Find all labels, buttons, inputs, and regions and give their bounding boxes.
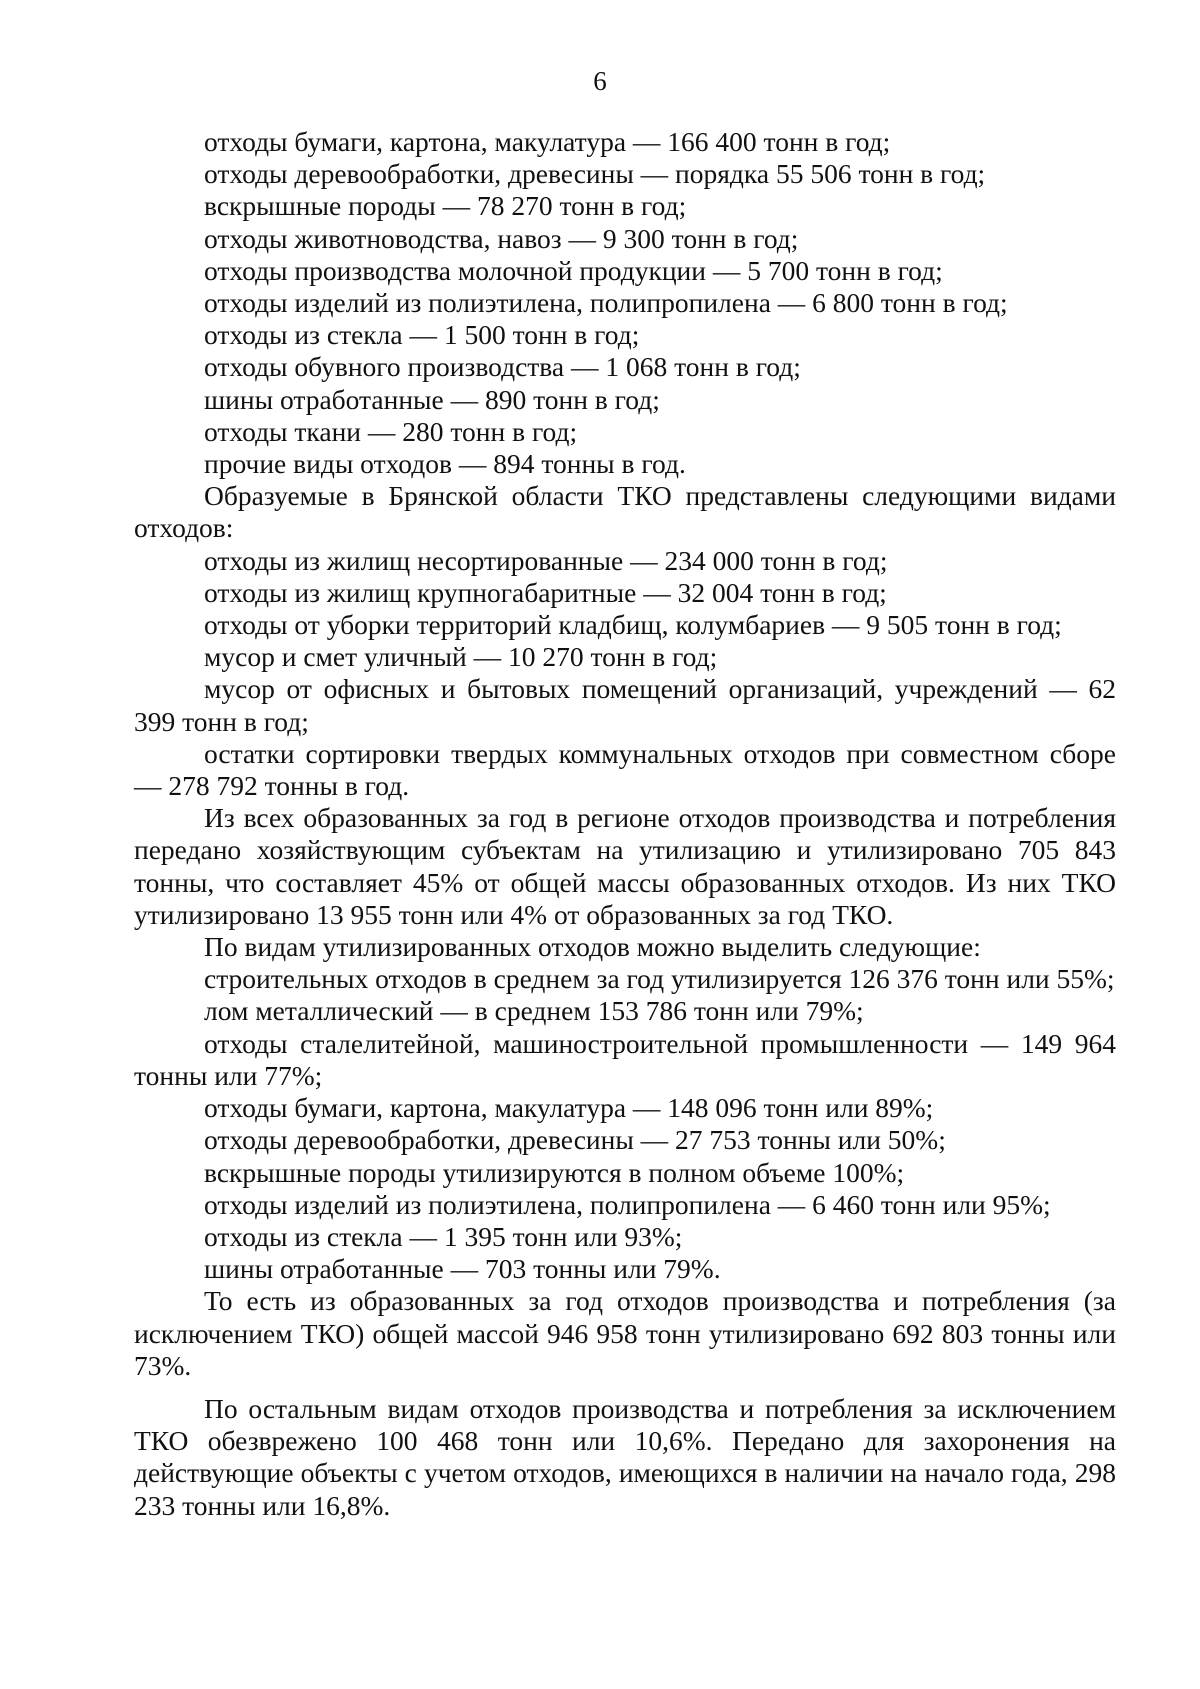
list-item: строительных отходов в среднем за год утилизируется 126 376 тонн или 55%; — [204, 963, 1115, 995]
list-item: отходы обувного производства — 1 068 тонн в год; — [204, 351, 801, 383]
list-item: отходы из стекла — 1 500 тонн в год; — [204, 319, 640, 351]
list-item: отходы ткани — 280 тонн в год; — [204, 415, 578, 447]
paragraph: Из всех образованных за год в регионе отходов производства и потребления передано хозяйствующим субъектам на утилизацию и утилизировано 705 843 тонны, что составляет 45% от общей массы образованных отходов. Из них ТКО утилизировано 13 955 тонн или 4% от образованных за год ТКО. — [134, 802, 1116, 930]
list-item: отходы животноводства, навоз — 9 300 тонн в год; — [204, 222, 799, 254]
list-item: шины отработанные — 703 тонны или 79%. — [204, 1253, 721, 1285]
list-item: отходы сталелитейной, машиностроительной промышленности — 149 964 тонны или 77%; — [134, 1027, 1116, 1091]
document-body — [134, 126, 1116, 1522]
paragraph: По видам утилизированных отходов можно выделить следующие: — [204, 931, 981, 963]
list-item: лом металлический — в среднем 153 786 тонн или 79%; — [204, 995, 864, 1027]
paragraph: Образуемые в Брянской области ТКО представлены следующими видами отходов: — [134, 480, 1116, 544]
list-item: отходы бумаги, картона, макулатура — 148 096 тонн или 89%; — [204, 1092, 934, 1124]
list-item: прочие виды отходов — 894 тонны в год. — [204, 448, 686, 480]
paragraph: По остальным видам отходов производства и потребления за исключением ТКО обезврежено 100 468 тонн или 10,6%. Передано для захоронения на действующие объекты с учетом отходов, имеющихся в наличии на начало года, 298 233 тонны или 16,8%. — [134, 1392, 1116, 1521]
list-item: отходы производства молочной продукции — 5 700 тонн в год; — [204, 254, 943, 286]
list-item: отходы деревообработки, древесины — 27 753 тонны или 50%; — [204, 1124, 946, 1156]
list-item: мусор и смет уличный — 10 270 тонн в год; — [204, 641, 718, 673]
list-item: шины отработанные — 890 тонн в год; — [204, 383, 660, 415]
paragraph: То есть из образованных за год отходов производства и потребления (за исключением ТКО) общей массой 946 958 тонн утилизировано 692 803 тонны или 73%. — [134, 1285, 1116, 1381]
list-item: отходы из жилищ крупногабаритные — 32 004 тонн в год; — [204, 576, 887, 608]
list-item: отходы бумаги, картона, макулатура — 166 400 тонн в год; — [204, 126, 891, 157]
list-item: отходы изделий из полиэтилена, полипропилена — 6 800 тонн в год; — [204, 287, 1008, 319]
list-item: отходы деревообработки, древесины — порядка 55 506 тонн в год; — [204, 158, 986, 190]
list-item: остатки сортировки твердых коммунальных отходов при совместном сборе — 278 792 тонны в год. — [134, 737, 1116, 802]
list-item: отходы от уборки территорий кладбищ, колумбариев — 9 505 тонн в год; — [204, 609, 1062, 641]
list-item: отходы из жилищ несортированные — 234 000 тонн в год; — [204, 544, 888, 576]
list-item: отходы изделий из полиэтилена, полипропилена — 6 460 тонн или 95%; — [204, 1188, 1051, 1220]
list-item: вскрышные породы — 78 270 тонн в год; — [204, 190, 687, 222]
list-item: мусор от офисных и бытовых помещений организаций, учреждений — 62 399 тонн в год; — [134, 673, 1116, 737]
list-item: вскрышные породы утилизируются в полном объеме 100%; — [204, 1156, 905, 1188]
list-item: отходы из стекла — 1 395 тонн или 93%; — [204, 1220, 683, 1252]
page-number: 6 — [593, 66, 607, 96]
